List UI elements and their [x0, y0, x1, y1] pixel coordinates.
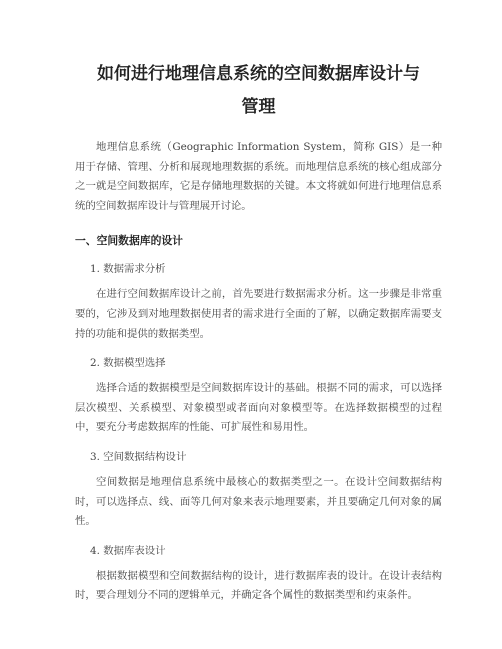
subsection-paragraph: 选择合适的数据模型是空间数据库设计的基础。根据不同的需求，可以选择层次模型、关系模型、对象模型或者面向对象模型等。在选择数据模型的过程中，要充分考虑数据库的性能、可扩展性和易用性。: [75, 382, 442, 434]
subsection-heading: 3. 空间数据结构设计: [90, 450, 187, 463]
subsection-heading: 4. 数据库表设计: [90, 544, 166, 557]
title-line-2: 管理: [241, 97, 276, 117]
subsection-paragraph: 空间数据是地理信息系统中最核心的数据类型之一。在设计空间数据结构时，可以选择点、线、面等几何对象来表示地理要素，并且要确定几何对象的属性。: [75, 475, 442, 528]
section-heading: 一、空间数据库的设计: [75, 234, 183, 248]
subsection-heading: 2. 数据模型选择: [90, 357, 166, 370]
title-line-1: 如何进行地理信息系统的空间数据库设计与: [97, 64, 420, 84]
subsection-paragraph: 根据数据模型和空间数据结构的设计，进行数据库表的设计。在设计表结构时，要合理划分不同的逻辑单元，并确定各个属性的数据类型和约束条件。: [75, 569, 442, 602]
subsection-paragraph: 在进行空间数据库设计之前，首先要进行数据需求分析。这一步骤是非常重要的，它涉及到对地理数据使用者的需求进行全面的了解，以确定数据库需要支持的功能和提供的数据类型。: [75, 288, 442, 340]
subsection-heading: 1. 数据需求分析: [90, 263, 166, 276]
document-title: [75, 0, 442, 124]
intro-paragraph: 地理信息系统（Geographic Information System，简称 GIS）是一种用于存储、管理、分析和展现地理数据的系统。而地理信息系统的核心组成部分之一就是空间数据库，它是存储地理数据的关键。本文将就如何进行地理信息系统的空间数据库设计与管理展开讨论。: [75, 141, 442, 212]
